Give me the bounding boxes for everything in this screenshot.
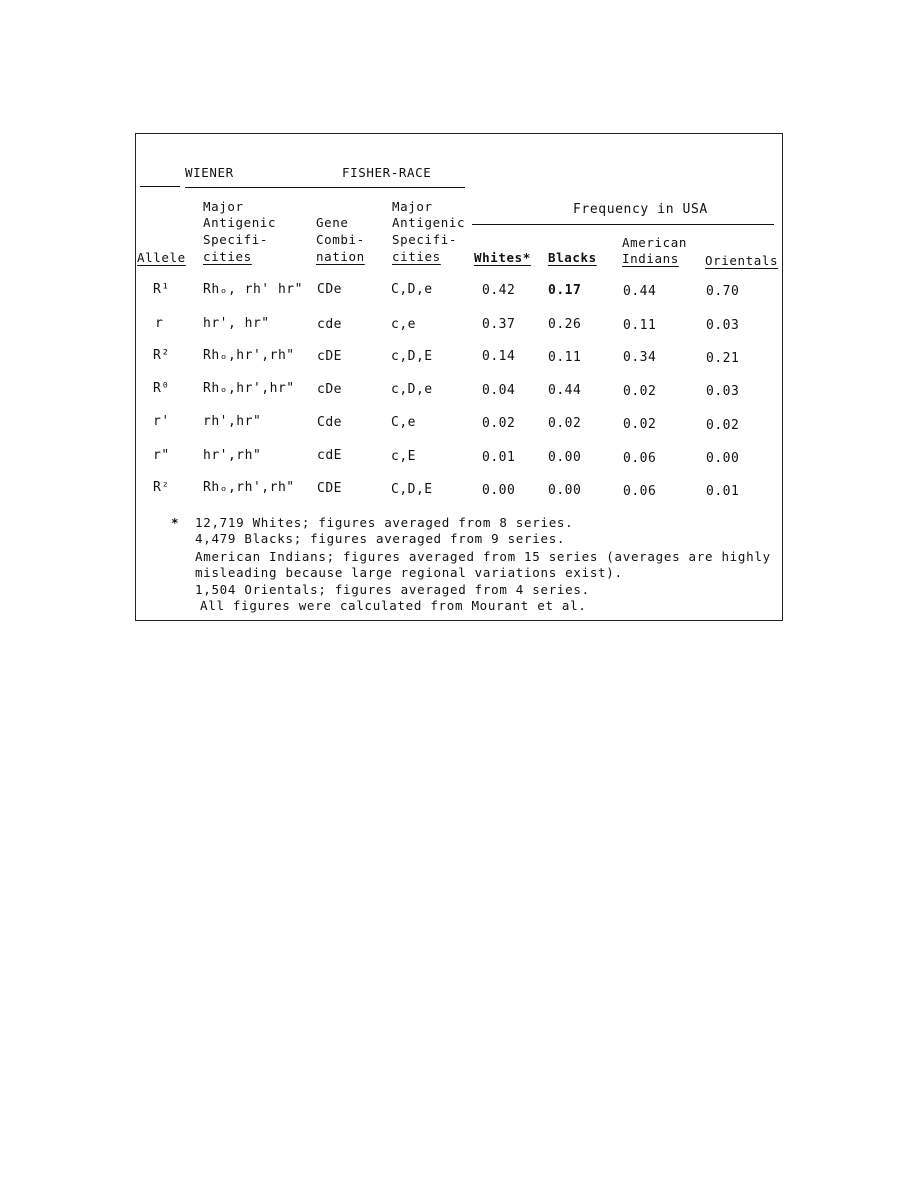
table-cell-allele: R² [153, 348, 170, 363]
header-gene: Gene [316, 215, 349, 230]
table-cell-blacks: 0.11 [548, 350, 582, 365]
header-nation: nation [316, 249, 365, 264]
table-cell-gene: CDE [317, 481, 342, 496]
table-cell-orientals: 0.03 [706, 318, 740, 333]
table-cell-allele: r' [153, 414, 170, 429]
footnote-line: American Indians; figures averaged from 15 series (averages are highly [195, 549, 771, 564]
table-cell-wiener: hr', hr" [203, 316, 270, 331]
table-cell-fisher: c,D,e [391, 382, 433, 397]
table-cell-american-indians: 0.02 [623, 384, 657, 399]
header-specifi-1: Specifi- [203, 232, 269, 247]
table-cell-whites: 0.00 [482, 483, 516, 498]
header-indians: Indians [622, 251, 679, 266]
header-major-1: Major [203, 199, 244, 214]
table-cell-fisher: C,e [391, 415, 416, 430]
table-cell-blacks: 0.02 [548, 416, 582, 431]
table-cell-orientals: 0.02 [706, 418, 740, 433]
header-american: American [622, 235, 688, 250]
header-antigenic-1: Antigenic [203, 215, 277, 230]
table-cell-blacks: 0.26 [548, 317, 582, 332]
header-allele: Allele [137, 250, 186, 265]
table-cell-gene: Cde [317, 415, 342, 430]
table-cell-allele: r" [153, 448, 170, 463]
table-cell-gene: cDe [317, 382, 342, 397]
table-cell-whites: 0.37 [482, 317, 516, 332]
table-cell-allele: R⁰ [153, 381, 170, 396]
table-cell-blacks: 0.00 [548, 450, 582, 465]
header-combi: Combi- [316, 232, 365, 247]
table-cell-gene: CDe [317, 282, 342, 297]
table-cell-american-indians: 0.11 [623, 318, 657, 333]
table-cell-fisher: c,E [391, 449, 416, 464]
footnote-line: All figures were calculated from Mourant et al. [200, 598, 587, 613]
table-cell-allele: r [155, 316, 164, 331]
header-major-2: Major [392, 199, 433, 214]
table-cell-wiener: Rhₒ,hr',rh" [203, 348, 295, 363]
table-cell-american-indians: 0.02 [623, 417, 657, 432]
footnote-line: 4,479 Blacks; figures averaged from 9 series. [195, 531, 566, 546]
footnote-line: 12,719 Whites; figures averaged from 8 series. [195, 515, 574, 530]
header-cities-1: cities [203, 249, 252, 264]
header-rule-top [185, 187, 465, 188]
table-cell-fisher: C,D,E [391, 482, 433, 497]
table-cell-allele: Rᶻ [153, 480, 170, 495]
table-cell-orientals: 0.70 [706, 284, 740, 299]
table-cell-orientals: 0.03 [706, 384, 740, 399]
table-cell-allele: R¹ [153, 282, 170, 297]
table-cell-orientals: 0.01 [706, 484, 740, 499]
table-cell-whites: 0.04 [482, 383, 516, 398]
footnote-line: misleading because large regional variations exist). [195, 565, 623, 580]
header-cities-2: cities [392, 249, 441, 264]
header-fisher-race: FISHER-RACE [342, 165, 432, 180]
header-orientals: Orientals [705, 253, 779, 268]
table-cell-gene: cDE [317, 349, 342, 364]
table-cell-blacks: 0.17 [548, 283, 582, 298]
table-cell-fisher: c,e [391, 317, 416, 332]
header-specifi-2: Specifi- [392, 232, 458, 247]
table-cell-whites: 0.02 [482, 416, 516, 431]
table-cell-gene: cde [317, 317, 342, 332]
table-cell-orientals: 0.21 [706, 351, 740, 366]
header-rule-short [140, 186, 180, 187]
header-wiener: WIENER [185, 165, 234, 180]
table-cell-orientals: 0.00 [706, 451, 740, 466]
table-cell-american-indians: 0.44 [623, 284, 657, 299]
table-cell-gene: cdE [317, 448, 342, 463]
table-cell-american-indians: 0.06 [623, 484, 657, 499]
table-cell-whites: 0.01 [482, 450, 516, 465]
table-cell-wiener: rh',hr" [203, 414, 262, 429]
table-cell-blacks: 0.00 [548, 483, 582, 498]
table-cell-whites: 0.42 [482, 283, 516, 298]
table-cell-wiener: Rhₒ, rh' hr" [203, 282, 303, 297]
table-cell-blacks: 0.44 [548, 383, 582, 398]
table-cell-wiener: Rhₒ,hr',hr" [203, 381, 295, 396]
table-cell-whites: 0.14 [482, 349, 516, 364]
footnote-asterisk: * [171, 515, 180, 530]
table-cell-fisher: C,D,e [391, 282, 433, 297]
footnote-line: 1,504 Orientals; figures averaged from 4 series. [195, 582, 590, 597]
table-cell-wiener: hr',rh" [203, 448, 262, 463]
header-rule-frequency [472, 224, 774, 225]
header-antigenic-2: Antigenic [392, 215, 466, 230]
table-cell-american-indians: 0.06 [623, 451, 657, 466]
table-cell-american-indians: 0.34 [623, 350, 657, 365]
table-cell-fisher: c,D,E [391, 349, 433, 364]
table-cell-wiener: Rhₒ,rh',rh" [203, 480, 295, 495]
header-blacks: Blacks [548, 250, 597, 265]
header-frequency: Frequency in USA [573, 202, 708, 217]
header-whites: Whites* [474, 250, 531, 265]
